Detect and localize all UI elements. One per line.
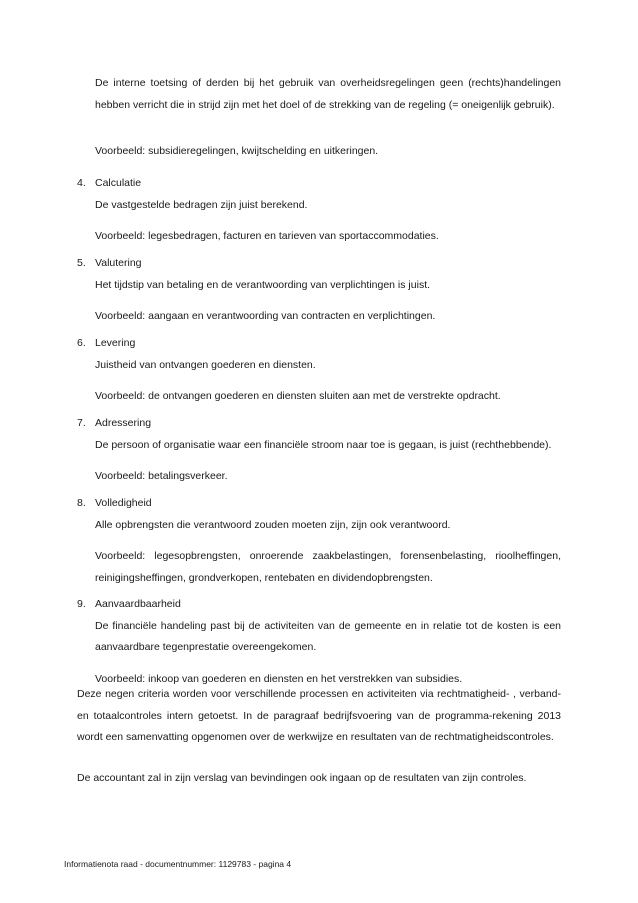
list-item-example: Voorbeeld: legesopbrengsten, onroerende zaakbelastingen, forensenbelasting, rioolheffingen, reinigingsheffingen, grondverkopen, rentebaten en dividendopbrengsten. bbox=[95, 550, 561, 584]
list-item-title: Calculatie bbox=[95, 177, 142, 189]
list-item-example: Voorbeeld: inkoop van goederen en diensten en het verstrekken van subsidies. bbox=[95, 672, 463, 685]
list-item-title: Volledigheid bbox=[95, 497, 152, 509]
list-item-title: Adressering bbox=[95, 417, 152, 429]
closing-paragraph-accountant: De accountant zal in zijn verslag van bevindingen ook ingaan op de resultaten van zijn controles. bbox=[77, 772, 527, 784]
list-item-number: 5. bbox=[77, 257, 86, 269]
list-item-description: Alle opbrengsten die verantwoord zouden moeten zijn, zijn ook verantwoord. bbox=[95, 518, 451, 531]
list-item-example: Voorbeeld: legesbedragen, facturen en tarieven van sportaccommodaties. bbox=[95, 230, 439, 242]
list-item-number: 6. bbox=[77, 337, 86, 349]
list-item-description: De persoon of organisatie waar een financiële stroom naar toe is gegaan, is juist (rechthebbende). bbox=[95, 438, 552, 451]
list-item-example: Voorbeeld: de ontvangen goederen en diensten sluiten aan met de verstrekte opdracht. bbox=[95, 390, 501, 402]
list-item-example: Voorbeeld: aangaan en verantwoording van contracten en verplichtingen. bbox=[95, 310, 436, 322]
list-item-number: 7. bbox=[77, 417, 86, 429]
intro-example: Voorbeeld: subsidieregelingen, kwijtschelding en uitkeringen. bbox=[95, 145, 379, 157]
list-item-title: Levering bbox=[95, 337, 136, 349]
list-item-description: De financiële handeling past bij de activiteiten van de gemeente en in relatie tot de kosten is een aanvaardbare tegenprestatie overeengekomen. bbox=[95, 619, 561, 653]
list-item-description: Het tijdstip van betaling en de verantwoording van verplichtingen is juist. bbox=[95, 278, 431, 291]
page-footer: Informatienota raad - documentnummer: 1129783 - pagina 4 bbox=[64, 859, 292, 869]
list-item-number: 8. bbox=[77, 497, 86, 509]
list-item-description: Juistheid van ontvangen goederen en diensten. bbox=[95, 358, 316, 371]
list-item-title: Valutering bbox=[95, 257, 142, 269]
list-item-description: De vastgestelde bedragen zijn juist berekend. bbox=[95, 198, 308, 211]
intro-paragraph: De interne toetsing of derden bij het gebruik van overheidsregelingen geen (rechts)handelingen hebben verricht die in strijd zijn met het doel of de strekking van de regeling (= oneigenlijk gebruik). bbox=[95, 77, 561, 111]
list-item-title: Aanvaardbaarheid bbox=[95, 598, 181, 610]
list-item-number: 4. bbox=[77, 177, 86, 189]
list-item-number: 9. bbox=[77, 598, 86, 610]
list-item-example: Voorbeeld: betalingsverkeer. bbox=[95, 470, 228, 482]
closing-paragraph: Deze negen criteria worden voor verschillende processen en activiteiten via rechtmatigheid- , verband- en totaalcontroles intern getoetst. In de paragraaf bedrijfsvoering van de programma-rekening 2013 wordt een samenvatting opgenomen over de werkwijze en resultaten van de rechtmatigheidscontroles. bbox=[77, 688, 561, 743]
